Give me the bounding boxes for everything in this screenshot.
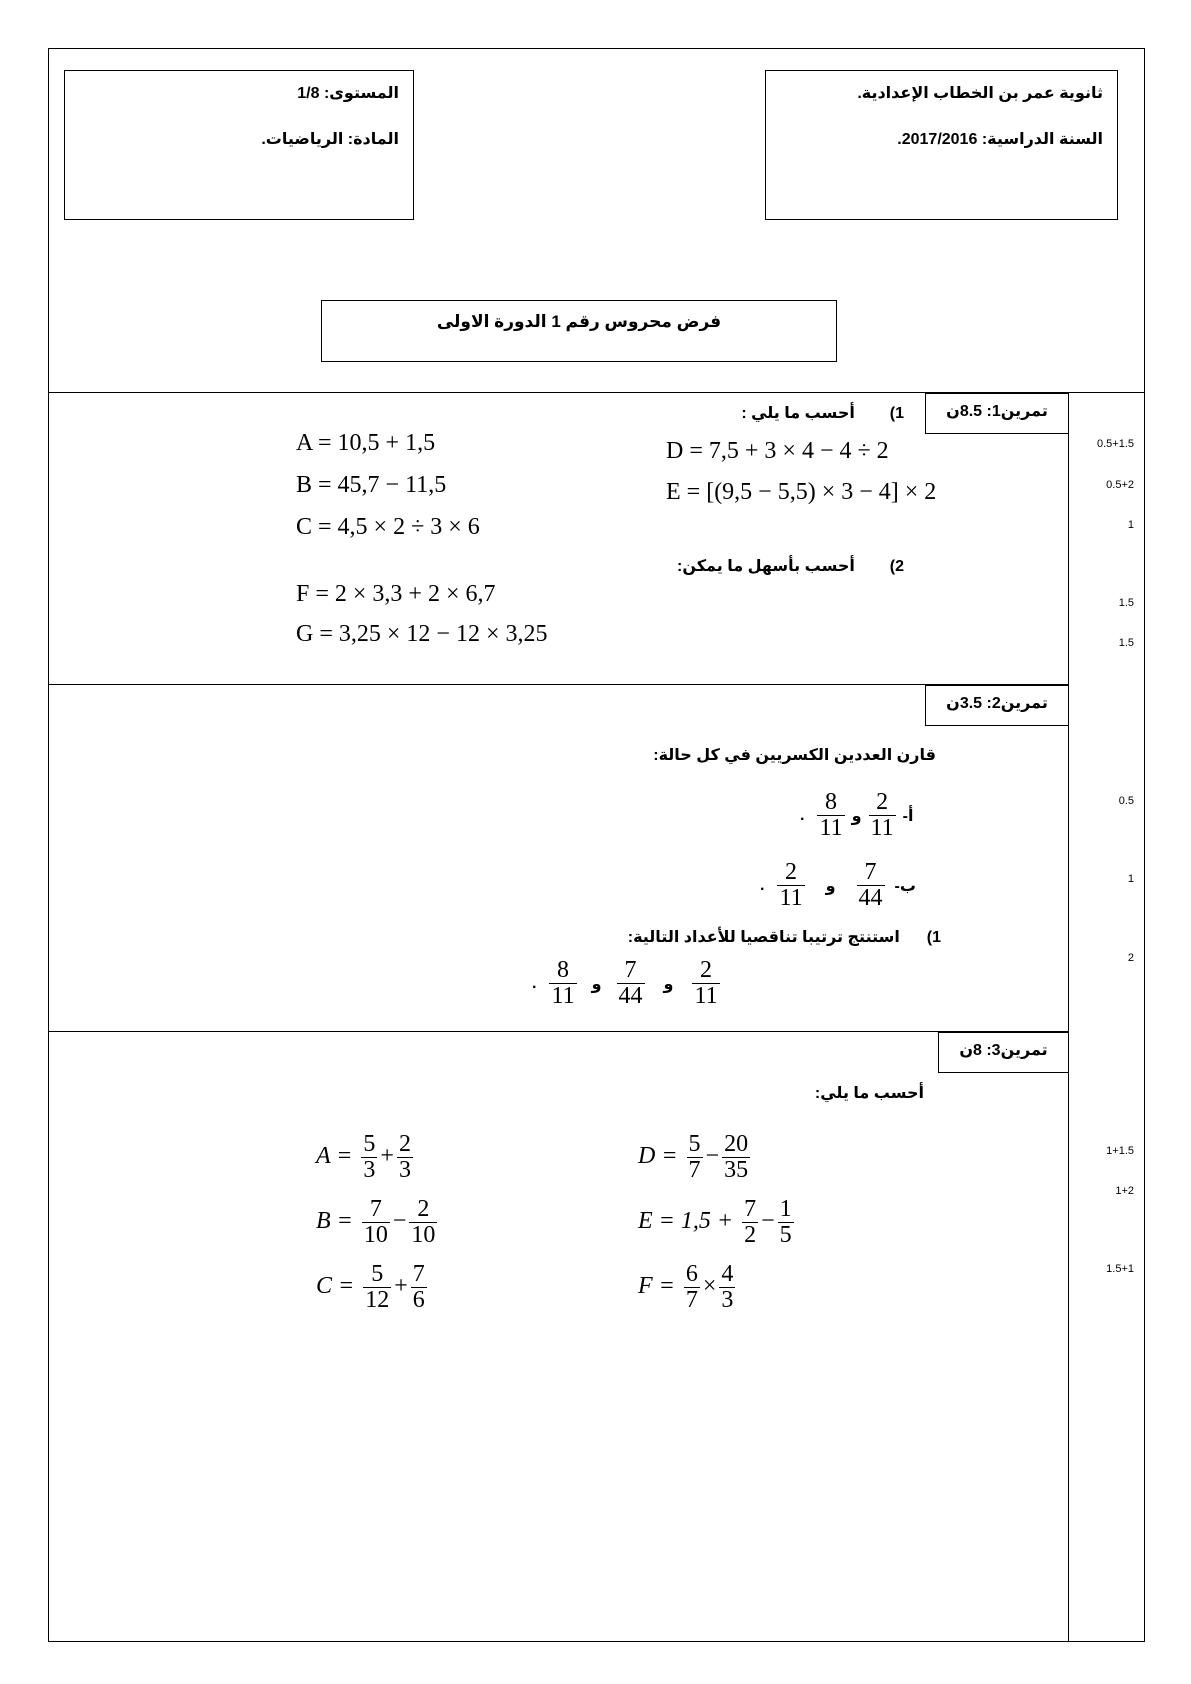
exam-title-box xyxy=(321,300,837,362)
ex3-intro: أحسب ما يلي: xyxy=(814,1085,924,1102)
ex3-expr-C: C = $\frac{5}{12}$ + $\frac{7}{6}$ xyxy=(316,1261,425,1314)
school-info-box xyxy=(765,70,1118,220)
ex1-q2: 2) أحسب بأسهل ما يمكن: xyxy=(677,558,904,575)
ex2-row-b: ب- $\frac{7}{44}$ و $\frac{2}{11}$ . xyxy=(760,859,916,912)
ex1-points-4: 1.5 xyxy=(1118,597,1134,609)
ex1-q1: 1) أحسب ما يلي : xyxy=(741,405,904,422)
fraction-7-44: $\frac{7}{44}$ xyxy=(618,957,643,1010)
ex1-expr-F: F = 2 × 3,3 + 2 × 6,7 xyxy=(296,581,496,607)
ex1-points-5: 1.5 xyxy=(1118,637,1134,649)
subject: المادة: الرياضيات. xyxy=(261,131,399,148)
exam-title: فرض محروس رقم 1 الدورة الاولى xyxy=(436,312,722,331)
ex2-tag: تمرين2: 3.5ن xyxy=(925,685,1069,726)
ex1-points-1: 0.5+1.5 xyxy=(1096,438,1134,450)
ex2-order-row: $\frac{2}{11}$ و $\frac{7}{44}$ و $\frac{8}{11}$ . xyxy=(532,957,718,1010)
class-info-box xyxy=(64,70,414,220)
ex3-expr-D: D = $\frac{5}{7}$ − $\frac{20}{35}$ xyxy=(638,1131,749,1184)
school-year: السنة الدراسية: 2017/2016. xyxy=(897,131,1103,148)
fraction-2-11: $\frac{2}{11}$ xyxy=(694,957,718,1010)
ex1-points-2: 0.5+2 xyxy=(1106,479,1134,491)
ex1-expr-G: G = 3,25 × 12 − 12 × 3,25 xyxy=(296,621,548,647)
ex3-expr-F: F = $\frac{6}{7}$ × $\frac{4}{3}$ xyxy=(638,1261,734,1314)
ex2-points-1: 0.5 xyxy=(1118,795,1134,807)
divider-ex2 xyxy=(48,684,1068,685)
school-name: ثانوية عمر بن الخطاب الإعدادية. xyxy=(857,85,1103,102)
points-column-line xyxy=(1068,392,1069,1642)
ex2-points-2: 1 xyxy=(1127,873,1134,885)
ex2-points-3: 2 xyxy=(1127,952,1134,964)
divider-ex3 xyxy=(48,1031,1068,1032)
ex1-expr-E: E = [(9,5 − 5,5) × 3 − 4] × 2 xyxy=(666,479,937,505)
page-frame xyxy=(48,48,1145,1642)
fraction-7-44: $\frac{7}{44}$ xyxy=(858,859,883,912)
ex3-points-1: 1+1.5 xyxy=(1106,1145,1134,1157)
ex3-expr-A: A = $\frac{5}{3}$ + $\frac{2}{3}$ xyxy=(316,1131,411,1184)
ex3-tag: تمرين3: 8ن xyxy=(938,1032,1069,1073)
ex1-points-3: 1 xyxy=(1127,519,1134,531)
ex3-expr-B: B = $\frac{7}{10}$ − $\frac{2}{10}$ xyxy=(316,1196,436,1249)
fraction-2-11: $\frac{2}{11}$ xyxy=(870,789,894,842)
fraction-8-11: $\frac{8}{11}$ xyxy=(551,957,575,1010)
ex1-tag: تمرين1: 8.5ن xyxy=(925,393,1069,434)
ex1-expr-C: C = 4,5 × 2 ÷ 3 × 6 xyxy=(296,514,480,540)
level: المستوى: 1/8 xyxy=(297,85,399,102)
ex3-points-3: 1.5+1 xyxy=(1106,1263,1134,1275)
ex3-points-2: 1+2 xyxy=(1115,1185,1134,1197)
fraction-2-11: $\frac{2}{11}$ xyxy=(779,859,803,912)
ex1-expr-D: D = 7,5 + 3 × 4 − 4 ÷ 2 xyxy=(666,438,889,464)
ex3-expr-E: E = 1,5 + $\frac{7}{2}$ − $\frac{1}{5}$ xyxy=(638,1196,792,1249)
ex1-expr-A: A = 10,5 + 1,5 xyxy=(296,430,436,456)
ex1-expr-B: B = 45,7 − 11,5 xyxy=(296,472,447,498)
ex2-q1: 1) استنتج ترتيبا تناقصيا للأعداد التالية: xyxy=(627,929,941,946)
ex2-intro: قارن العددين الكسريين في كل حالة: xyxy=(653,747,936,764)
fraction-8-11: $\frac{8}{11}$ xyxy=(819,789,843,842)
ex2-row-a: أ- $\frac{2}{11}$ و $\frac{8}{11}$ . xyxy=(800,789,914,842)
